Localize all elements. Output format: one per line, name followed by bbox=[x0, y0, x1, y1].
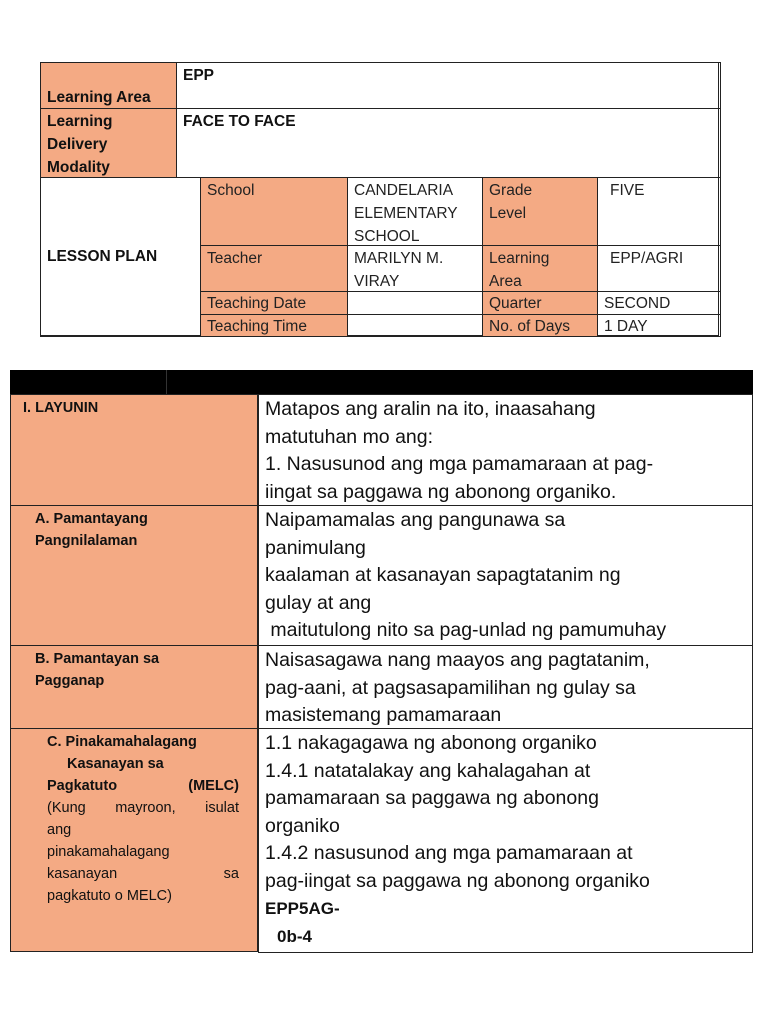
melc-line: 1.4.2 nasusunod ang mga pamamaraan at bbox=[265, 842, 633, 864]
melc-line: pamamaraan sa paggawa ng abonong bbox=[265, 787, 599, 809]
pamantayang-line: kaalaman at kasanayan sapagtatanim ng bbox=[265, 564, 621, 586]
melc-code-line: 0b-4 bbox=[277, 926, 312, 946]
table-header-bar bbox=[10, 370, 753, 394]
teacher-label-cell bbox=[200, 245, 348, 292]
pagganap-line: pag-aani, at pagsasapamilihan ng gulay sa bbox=[265, 676, 636, 699]
days-value: 1 DAY bbox=[604, 318, 648, 335]
learning-area-value-cell bbox=[176, 62, 721, 109]
grade-value: FIVE bbox=[610, 182, 645, 199]
learning-area-label: Learning Area bbox=[47, 89, 151, 106]
teaching-date-label: Teaching Date bbox=[207, 295, 307, 312]
lesson-plan-label: LESSON PLAN bbox=[47, 248, 158, 265]
quarter-label-cell bbox=[482, 291, 598, 315]
school-label-cell bbox=[200, 177, 348, 246]
grade-label-cell bbox=[482, 177, 598, 246]
grade-label-line: Grade bbox=[489, 182, 533, 199]
melc-note-line: (Kung mayroon, isulat bbox=[47, 800, 239, 816]
teaching-time-label-cell bbox=[200, 314, 348, 337]
modality-label-line: Delivery bbox=[47, 136, 108, 153]
melc-note-line: ang bbox=[47, 822, 72, 838]
pamantayang-label-line: A. Pamantayang bbox=[35, 511, 148, 527]
layunin-content-cell bbox=[258, 394, 753, 506]
header-table bbox=[40, 62, 719, 336]
melc-label-line: C. Pinakamahalagang bbox=[47, 734, 197, 750]
learning-area2-label-line: Area bbox=[489, 273, 522, 290]
grade-label-line: Level bbox=[489, 205, 527, 222]
teaching-date-value-cell bbox=[347, 291, 483, 315]
melc-line: pag-iingat sa paggawa ng abonong organiko bbox=[265, 869, 650, 892]
pamantayang-content-cell bbox=[258, 505, 753, 646]
teaching-date-label-cell bbox=[200, 291, 348, 315]
pamantayang-label-cell bbox=[10, 505, 258, 646]
header-bar-divider bbox=[166, 370, 167, 394]
melc-code-line: EPP5AG- bbox=[265, 899, 340, 918]
pamantayang-line: maitutulong nito sa pag-unlad ng pamumuhay bbox=[265, 619, 667, 641]
learning-area2-value: EPP/AGRI bbox=[610, 250, 684, 267]
melc-label-word: Pagkatuto bbox=[47, 778, 118, 794]
melc-content-cell bbox=[258, 728, 753, 953]
modality-label-line: Modality bbox=[47, 159, 110, 176]
lesson-table bbox=[10, 370, 753, 953]
quarter-value-cell bbox=[597, 291, 721, 315]
pamantayang-line: panimulang bbox=[265, 536, 366, 559]
pagganap-label-cell bbox=[10, 645, 258, 729]
days-label: No. of Days bbox=[489, 318, 570, 335]
pagganap-label-line: B. Pamantayan sa bbox=[35, 651, 160, 667]
melc-note-line: kasanayan sa bbox=[47, 866, 239, 882]
pagganap-line: Naisasagawa nang maayos ang pagtatanim, bbox=[265, 649, 650, 671]
modality-value: FACE TO FACE bbox=[183, 113, 296, 130]
lesson-plan-cell bbox=[40, 177, 201, 337]
learning-area2-value-cell bbox=[597, 245, 721, 292]
teacher-value-cell bbox=[347, 245, 483, 292]
melc-label-cell bbox=[10, 728, 258, 952]
melc-line: organiko bbox=[265, 814, 340, 837]
learning-area-value: EPP bbox=[183, 67, 215, 84]
modality-value-cell bbox=[176, 108, 721, 178]
melc-note-line: pinakamahalagang bbox=[47, 844, 170, 860]
teacher-value-line: MARILYN M. bbox=[354, 250, 444, 267]
pamantayang-line: Naipamamalas ang pangunawa sa bbox=[265, 509, 566, 531]
quarter-label: Quarter bbox=[489, 295, 542, 312]
quarter-value: SECOND bbox=[604, 295, 671, 312]
pamantayang-line: gulay at ang bbox=[265, 591, 372, 614]
modality-label-cell bbox=[40, 108, 177, 178]
pagganap-label-line: Pagganap bbox=[35, 673, 105, 689]
layunin-label-cell bbox=[10, 394, 258, 506]
days-label-cell bbox=[482, 314, 598, 337]
layunin-line: iingat sa paggawa ng abonong organiko. bbox=[265, 480, 617, 503]
layunin-line: 1. Nasusunod ang mga pamamaraan at pag- bbox=[265, 453, 654, 475]
teacher-label: Teacher bbox=[207, 250, 263, 267]
layunin-line: Matapos ang aralin na ito, inaasahang bbox=[265, 398, 596, 420]
modality-label-line: Learning bbox=[47, 113, 113, 130]
teaching-time-label: Teaching Time bbox=[207, 318, 307, 335]
melc-note-line: pagkatuto o MELC) bbox=[47, 888, 172, 904]
school-value-cell bbox=[347, 177, 483, 246]
layunin-line: matutuhan mo ang: bbox=[265, 425, 434, 448]
melc-note bbox=[47, 797, 239, 907]
grade-value-cell bbox=[597, 177, 721, 246]
melc-label-word: (MELC) bbox=[188, 778, 239, 794]
school-value-line: SCHOOL bbox=[354, 228, 420, 245]
school-label: School bbox=[207, 182, 255, 199]
school-value-line: ELEMENTARY bbox=[354, 205, 458, 222]
melc-line: 1.4.1 natatalakay ang kahalagahan at bbox=[265, 759, 591, 782]
layunin-label: I. LAYUNIN bbox=[23, 400, 99, 416]
melc-label-row bbox=[47, 775, 239, 797]
days-value-cell bbox=[597, 314, 721, 337]
melc-line: 1.1 nakagagawa ng abonong organiko bbox=[265, 732, 597, 754]
learning-area2-label-cell bbox=[482, 245, 598, 292]
pagganap-line: masistemang pamamaraan bbox=[265, 704, 502, 726]
learning-area2-label-line: Learning bbox=[489, 250, 550, 267]
learning-area-label-cell bbox=[40, 62, 177, 109]
pagganap-content-cell bbox=[258, 645, 753, 729]
school-value-line: CANDELARIA bbox=[354, 182, 454, 199]
pamantayang-label-line: Pangnilalaman bbox=[35, 533, 138, 549]
melc-label-line: Kasanayan sa bbox=[67, 756, 164, 772]
teacher-value-line: VIRAY bbox=[354, 273, 400, 290]
teaching-time-value-cell bbox=[347, 314, 483, 337]
